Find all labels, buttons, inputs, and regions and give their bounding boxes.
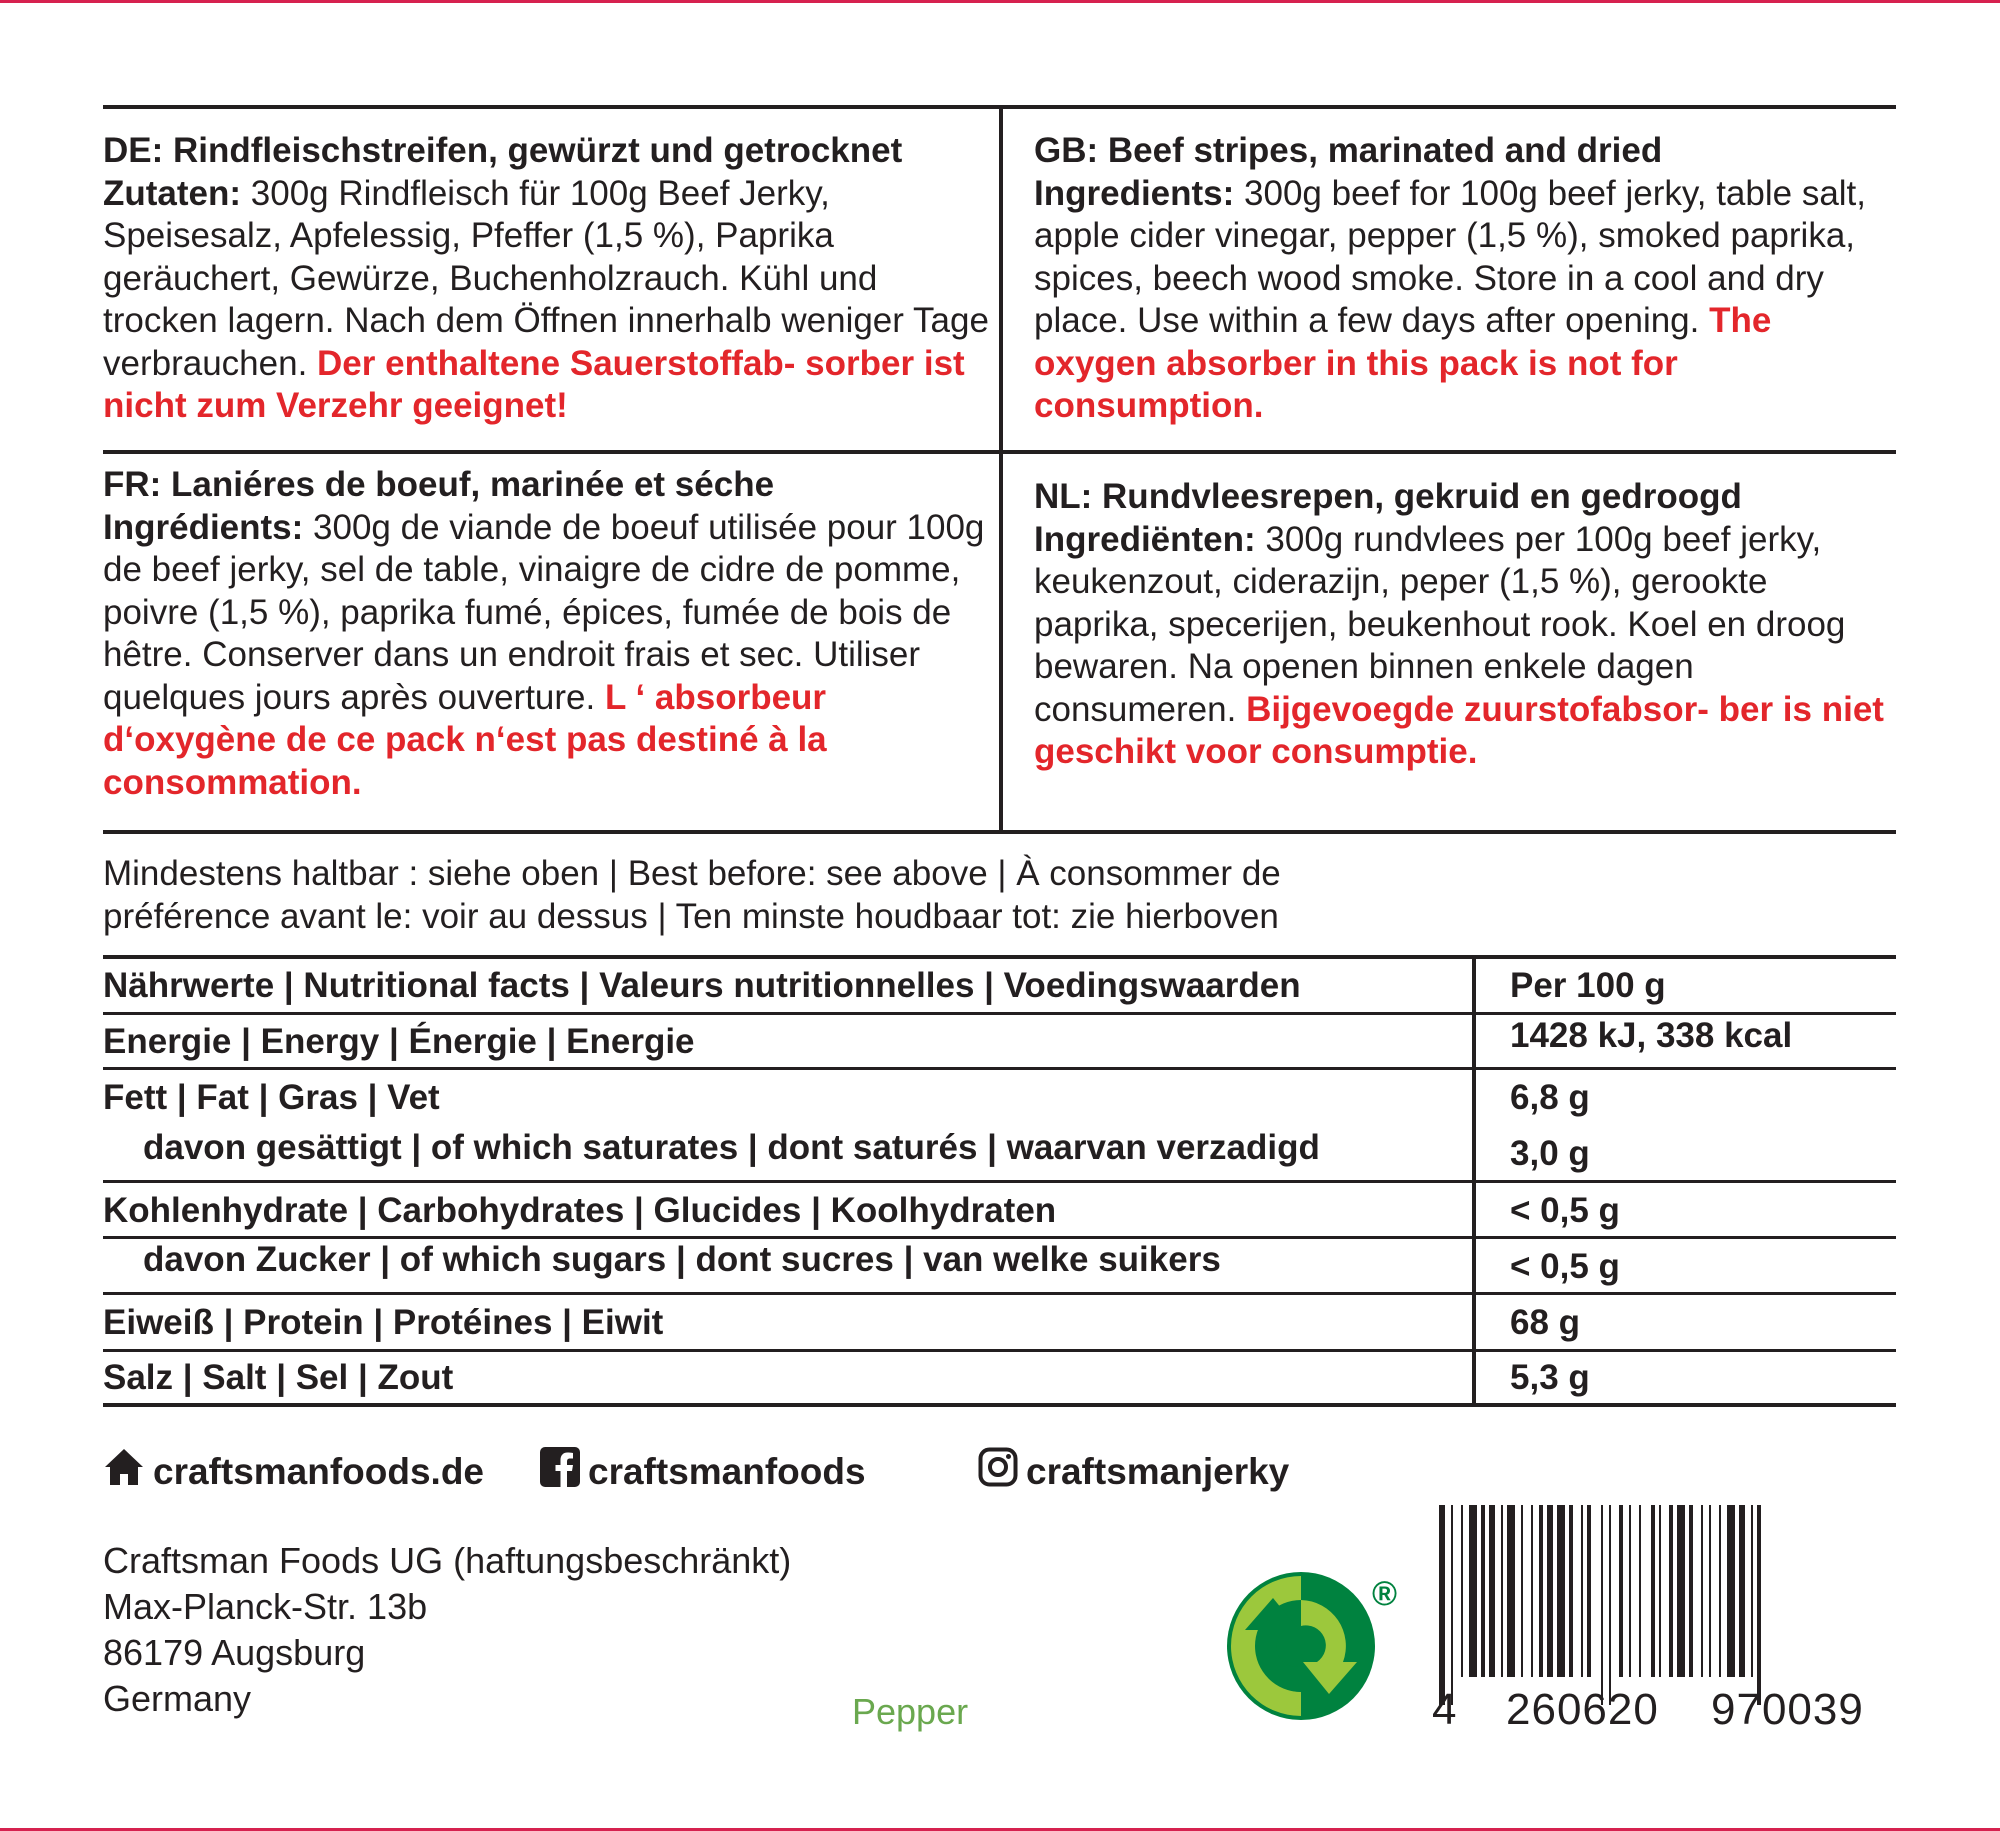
section-gb-warning: The oxygen absorber in this pack is not for consumption. (1034, 301, 1772, 425)
section-de-ingredients-text: 300g Rindfleisch für 100g Beef Jerky, Speisesalz, Apfelessig, Pfeffer (1,5 %), Paprika geräuchert, Gewürze, Buchenholzrauch. Kühl und trocken lagern. Nach dem Öffnen innerhalb weniger Tage verbrauchen. (103, 173, 989, 383)
barcode (1435, 1505, 1895, 1710)
instagram-link[interactable] (978, 1447, 1289, 1496)
section-fr-ingredients-text: 300g de viande de boeuf utilisée pour 100g de beef jerky, sel de table, vinaigre de cidre de pomme, poivre (1,5 %), paprika fumé, épices, fumée de bois de hêtre. Conserver dans un endroit frais et sec. Utiliser quelques jours après ouverture. (103, 507, 985, 717)
section-gb-ingredients-text: 300g beef for 100g beef jerky, table salt, apple cider vinegar, pepper (1,5 %), smoked paprika, spices, beech wood smoke. Store in a cool and dry place. Use within a few days after opening. (1034, 173, 1867, 340)
nutrition-header-label: Nährwerte | Nutritional facts | Valeurs nutritionnelles | Voedingswaarden (103, 966, 1301, 1005)
best-before-line-1: Mindestens haltbar : siehe oben | Best before: see above | À consommer de (103, 854, 1281, 893)
nutrition-row-value: < 0,5 g (1510, 1191, 1620, 1230)
barcode-bar (1669, 1505, 1673, 1677)
nutrition-row-label: Salz | Salt | Sel | Zout (103, 1358, 454, 1397)
barcode-bar (1531, 1505, 1533, 1677)
top-frame-line (0, 0, 2000, 3)
facebook-link[interactable] (540, 1447, 866, 1496)
nutrition-row-value: 3,0 g (1510, 1134, 1590, 1173)
nutrition-rule (103, 1292, 1896, 1295)
barcode-bar (1451, 1505, 1453, 1705)
section-nl-ingredients-label: Ingrediënten: (1034, 519, 1256, 559)
section-gb-ingredients-label: Ingredients: (1034, 173, 1235, 213)
barcode-bar (1501, 1505, 1503, 1677)
nutrition-row-value: 68 g (1510, 1303, 1581, 1342)
nutrition-top-rule (103, 955, 1896, 959)
barcode-bar (1709, 1505, 1711, 1677)
nutrition-rule (103, 1067, 1896, 1070)
barcode-bar (1587, 1505, 1591, 1677)
grid-center-divider (999, 107, 1003, 831)
nutrition-row-label: Eiweiß | Protein | Protéines | Eiwit (103, 1303, 664, 1342)
barcode-bar (1581, 1505, 1583, 1677)
best-before-line-2: préférence avant le: voir au dessus | Ten minste houdbaar tot: zie hierboven (103, 897, 1279, 936)
facebook-label: craftsmanfoods (588, 1450, 866, 1492)
website-link[interactable] (103, 1447, 484, 1496)
section-nl-heading: NL: Rundvleesrepen, gekruid en gedroogd (1034, 477, 1742, 516)
registered-mark: ® (1372, 1575, 1398, 1613)
section-nl (1034, 476, 1894, 774)
barcode-bar (1629, 1505, 1631, 1677)
section-de-heading: DE: Rindfleischstreifen, gewürzt und getrocknet (103, 131, 903, 170)
section-de (103, 130, 993, 428)
nutrition-rule (103, 1180, 1896, 1183)
barcode-bar (1557, 1505, 1565, 1677)
company-address (103, 1538, 791, 1722)
address-country: Germany (103, 1678, 252, 1719)
barcode-bar (1651, 1505, 1655, 1677)
barcode-bar (1507, 1505, 1515, 1677)
section-fr (103, 464, 998, 804)
nutrition-row-label: Fett | Fat | Gras | Vet (103, 1078, 440, 1117)
facebook-icon (540, 1447, 588, 1496)
barcode-bar (1739, 1505, 1745, 1677)
barcode-bar (1539, 1505, 1543, 1677)
nutrition-row-value: < 0,5 g (1510, 1247, 1620, 1286)
nutrition-header-value: Per 100 g (1510, 966, 1666, 1005)
barcode-bar (1701, 1505, 1703, 1677)
instagram-icon (978, 1447, 1026, 1496)
section-nl-ingredients-text: 300g rundvlees per 100g beef jerky, keukenzout, ciderazijn, peper (1,5 %), gerookte paprika, specerijen, beukenhout rook. Koel en droog bewaren. Na openen binnen enkele dagen consumeren. (1034, 519, 1846, 729)
nutrition-row-label: davon gesättigt | of which saturates | dont saturés | waarvan verzadigd (143, 1128, 1320, 1167)
barcode-bar (1677, 1505, 1685, 1677)
section-gb-heading: GB: Beef stripes, marinated and dried (1034, 131, 1663, 170)
barcode-bar (1689, 1505, 1693, 1677)
section-de-warning: Der enthaltene Sauerstoffab- sorber ist nicht zum Verzehr geeignet! (103, 343, 965, 425)
nutrition-bottom-rule (103, 1403, 1896, 1407)
variety-label: Pepper (852, 1691, 969, 1732)
section-fr-ingredients-label: Ingrédients: (103, 507, 304, 547)
section-fr-warning: L ‘ absorbeur d‘oxygène de ce pack n‘est pas destiné à la consommation. (103, 677, 827, 802)
barcode-bar (1461, 1505, 1463, 1677)
instagram-label: craftsmanjerky (1026, 1450, 1290, 1492)
barcode-bar (1659, 1505, 1661, 1677)
company-name: Craftsman Foods UG (haftungsbeschränkt) (103, 1540, 792, 1581)
barcode-bar (1521, 1505, 1523, 1677)
nutrition-row-label: Kohlenhydrate | Carbohydrates | Glucides | Koolhydraten (103, 1191, 1057, 1230)
nutrition-row-label: davon Zucker | of which sugars | dont sucres | van welke suikers (143, 1240, 1221, 1279)
nutrition-rule (103, 1236, 1896, 1239)
nutrition-row-value: 5,3 g (1510, 1358, 1590, 1397)
nutrition-row-value: 6,8 g (1510, 1078, 1590, 1117)
nutrition-rule (103, 1349, 1896, 1352)
home-icon (103, 1447, 153, 1496)
section-nl-warning: Bijgevoegde zuurstofabsor- ber is niet geschikt voor consumptie. (1034, 689, 1884, 771)
barcode-bar (1609, 1505, 1611, 1705)
barcode-bar (1619, 1505, 1623, 1677)
barcode-bar (1481, 1505, 1485, 1677)
address-street: Max-Planck-Str. 13b (103, 1586, 428, 1627)
address-city: 86179 Augsburg (103, 1632, 366, 1673)
barcode-bar (1727, 1505, 1735, 1677)
website-label: craftsmanfoods.de (153, 1450, 485, 1492)
barcode-bar (1719, 1505, 1721, 1677)
barcode-bar (1547, 1505, 1553, 1677)
barcode-bar (1439, 1505, 1445, 1705)
barcode-bar (1489, 1505, 1495, 1677)
green-dot-logo (1225, 1570, 1377, 1727)
nutrition-rule (103, 1012, 1896, 1015)
section-gb (1034, 130, 1894, 428)
best-before-note (103, 852, 1603, 938)
barcode-digits-right: 970039 (1711, 1685, 1864, 1734)
barcode-digits-left: 260620 (1506, 1685, 1659, 1734)
barcode-digit-first: 4 (1432, 1685, 1458, 1734)
section-de-ingredients-label: Zutaten: (103, 173, 242, 213)
barcode-bar (1639, 1505, 1641, 1677)
nutrition-row-label: Energie | Energy | Énergie | Energie (103, 1022, 695, 1061)
barcode-bar (1751, 1505, 1753, 1677)
barcode-bar (1757, 1505, 1761, 1705)
nutrition-column-divider (1472, 957, 1476, 1405)
barcode-bar (1601, 1505, 1603, 1705)
section-fr-heading: FR: Laniéres de boeuf, marinée et séche (103, 465, 775, 504)
nutrition-row-value: 1428 kJ, 338 kcal (1510, 1016, 1793, 1055)
barcode-bar (1469, 1505, 1477, 1677)
barcode-bar (1569, 1505, 1573, 1677)
